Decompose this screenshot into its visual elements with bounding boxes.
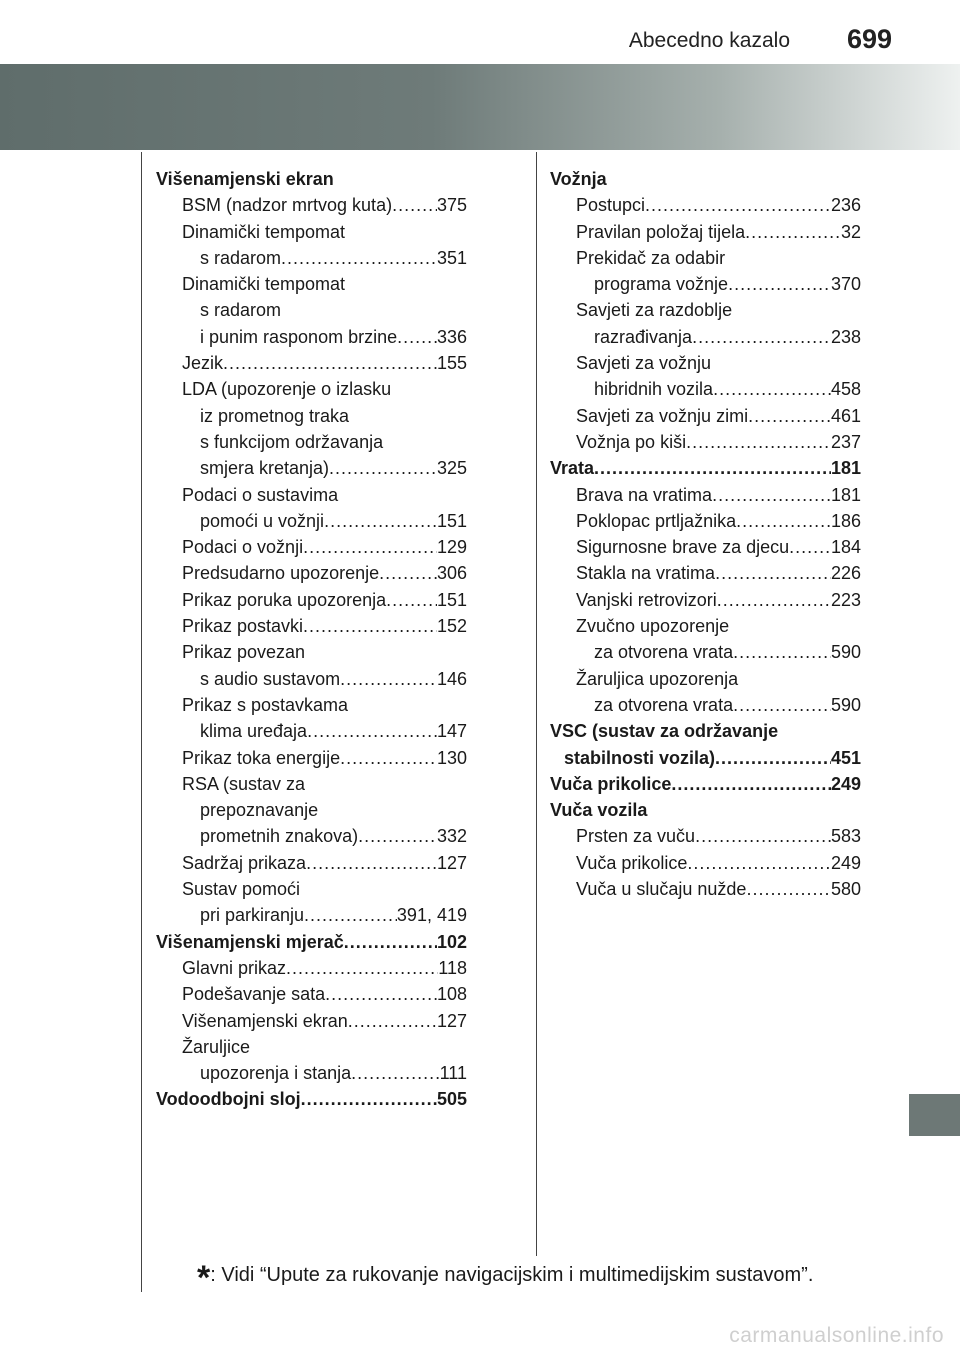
header-band <box>0 64 960 150</box>
index-entry-term: smjera kretanja) <box>200 458 330 479</box>
left-margin-rule <box>141 152 142 1292</box>
index-entry <box>550 324 861 350</box>
index-entry-term: LDA (upozorenje o izlasku <box>182 379 392 400</box>
index-entry <box>156 482 467 508</box>
dot-leader <box>358 823 437 849</box>
index-entry-term: Sustav pomoći <box>182 879 301 900</box>
index-entry-term: Prikaz poruka upozorenja <box>182 589 387 610</box>
index-entry-term: s radarom <box>200 300 282 321</box>
index-entry <box>156 297 467 323</box>
index-entry <box>156 797 467 823</box>
index-entry-term: upozorenja i stanja <box>200 1063 352 1084</box>
index-entry <box>550 455 861 481</box>
dot-leader <box>789 534 831 560</box>
index-entry <box>550 508 861 534</box>
index-entry-term: pomoći u vožnji <box>200 510 325 531</box>
index-entry <box>550 297 861 323</box>
index-entry <box>156 1008 467 1034</box>
index-entry-term: Prikaz povezan <box>182 642 306 663</box>
index-entry-term: Podaci o vožnji <box>182 537 304 558</box>
index-entry-page: 583 <box>830 826 861 847</box>
index-entry-page: 336 <box>436 326 467 347</box>
index-entry-page: 237 <box>830 431 861 452</box>
index-entry <box>156 745 467 771</box>
index-entry-term: Brava na vratima <box>576 484 713 505</box>
index-entry-term: iz prometnog traka <box>200 405 350 426</box>
dot-leader <box>307 718 437 744</box>
index-entry-term: Vanjski retrovizori <box>576 589 717 610</box>
index-entry-page: 391, 419 <box>396 905 467 926</box>
index-entry-page: 332 <box>436 826 467 847</box>
index-entry-page: 451 <box>830 747 861 768</box>
index-entry-term: Savjeti za vožnju <box>576 353 712 374</box>
index-entry <box>156 1034 467 1060</box>
dot-leader <box>386 587 437 613</box>
section-title: Abecedno kazalo <box>628 29 790 52</box>
index-entry-term: Sigurnosne brave za djecu <box>576 537 790 558</box>
dot-leader <box>340 666 437 692</box>
dot-leader <box>594 455 831 481</box>
index-entry-term: i punim rasponom brzine <box>200 326 398 347</box>
index-entry-term: Prikaz s postavkama <box>182 694 349 715</box>
dot-leader <box>746 876 831 902</box>
dot-leader <box>325 981 437 1007</box>
index-entry-term: Glavni prikaz <box>182 957 287 978</box>
index-entry <box>550 403 861 429</box>
index-entry-term: Dinamički tempomat <box>182 221 346 242</box>
index-entry-term: Višenamjenski ekran <box>182 1010 348 1031</box>
index-entry <box>156 1060 467 1086</box>
index-entry <box>156 560 467 586</box>
dot-leader <box>351 1060 440 1086</box>
index-entry-term: programa vožnje <box>594 274 729 295</box>
index-entry-term: Prekidač za odabir <box>576 247 726 268</box>
index-entry-term: prepoznavanje <box>200 800 319 821</box>
index-entry-page: 461 <box>830 405 861 426</box>
index-entry-term: Prikaz toka energije <box>182 747 341 768</box>
footnote <box>197 1259 813 1298</box>
index-entry-term: Zvučno upozorenje <box>576 616 730 637</box>
index-entry-term: Vuča vozila <box>550 800 648 821</box>
dot-leader <box>303 534 437 560</box>
index-entry <box>156 639 467 665</box>
index-entry-page: 226 <box>830 563 861 584</box>
index-entry <box>156 429 467 455</box>
dot-leader <box>645 192 831 218</box>
index-entry-term: Poklopac prtljažnika <box>576 510 737 531</box>
index-entry-page: 102 <box>436 931 467 952</box>
index-entry-term: stabilnosti vozila) <box>564 747 716 768</box>
dot-leader <box>344 929 437 955</box>
index-entry-page: 306 <box>436 563 467 584</box>
index-entry-term: Vuča prikolice <box>576 852 688 873</box>
index-entry <box>550 876 861 902</box>
dot-leader <box>686 429 831 455</box>
index-entry <box>550 219 861 245</box>
index-entry <box>156 219 467 245</box>
index-entry-page: 152 <box>436 616 467 637</box>
index-entry-term: Prsten za vuču <box>576 826 696 847</box>
index-entry-term: Vodoodbojni sloj <box>156 1089 301 1110</box>
dot-leader <box>397 324 437 350</box>
index-entry-term: VSC (sustav za održavanje <box>550 721 779 742</box>
index-entry <box>156 823 467 849</box>
footnote-text: : Vidi “Upute za rukovanje navigacijskim i multimedijskim sustavom”. <box>210 1264 814 1286</box>
index-entry-term: Vuča u slučaju nužde <box>576 879 747 900</box>
index-entry <box>550 560 861 586</box>
index-entry-term: klima uređaja <box>200 721 308 742</box>
index-entry <box>156 192 467 218</box>
index-entry-term: Sadržaj prikaza <box>182 852 307 873</box>
index-entry-term: RSA (sustav za <box>182 773 306 794</box>
index-entry-page: 249 <box>830 773 861 794</box>
index-entry-term: Višenamjenski ekran <box>156 169 334 189</box>
index-entry-term: Savjeti za vožnju zimi <box>576 405 749 426</box>
dot-leader <box>303 613 437 639</box>
index-entry-term: Prikaz postavki <box>182 616 304 637</box>
index-entry-term: za otvorena vrata <box>594 694 734 715</box>
index-entry-page: 151 <box>436 589 467 610</box>
index-entry-term: Postupci <box>576 195 646 216</box>
dot-leader <box>301 1086 437 1112</box>
index-entry-page: 127 <box>436 1010 467 1031</box>
index-entry <box>550 692 861 718</box>
index-entry <box>156 929 467 955</box>
chapter-tab <box>909 1094 960 1136</box>
column-divider <box>536 152 537 1256</box>
dot-leader <box>733 692 831 718</box>
index-entry <box>550 350 861 376</box>
index-entry <box>550 771 861 797</box>
index-entry <box>156 876 467 902</box>
dot-leader <box>745 219 841 245</box>
dot-leader <box>286 955 438 981</box>
index-entry-page: 32 <box>840 221 861 242</box>
index-entry <box>156 771 467 797</box>
dot-leader <box>748 403 831 429</box>
index-entry <box>550 823 861 849</box>
dot-leader <box>223 350 437 376</box>
index-entry <box>156 455 467 481</box>
index-entry <box>156 692 467 718</box>
index-entry-term: Žaruljica upozorenja <box>576 668 739 689</box>
dot-leader <box>281 245 437 271</box>
index-entry <box>156 508 467 534</box>
index-entry <box>550 376 861 402</box>
index-entry <box>550 718 861 744</box>
dot-leader <box>379 560 437 586</box>
index-entry-term: prometnih znakova) <box>200 826 359 847</box>
index-entry-page: 375 <box>436 195 467 216</box>
index-entry <box>156 271 467 297</box>
page-number: 699 <box>846 24 892 54</box>
index-entry <box>156 166 467 192</box>
dot-leader <box>692 324 831 350</box>
index-entry-term: hibridnih vozila <box>594 379 714 400</box>
index-entry <box>550 639 861 665</box>
index-entry-term: s audio sustavom <box>200 668 341 689</box>
index-entry <box>550 271 861 297</box>
index-entry-page: 249 <box>830 852 861 873</box>
index-entry-page: 186 <box>830 510 861 531</box>
index-entry-page: 580 <box>830 879 861 900</box>
index-entry-term: Vožnja <box>550 169 607 189</box>
index-entry-page: 223 <box>830 589 861 610</box>
index-entry <box>550 166 861 192</box>
index-entry-page: 590 <box>830 642 861 663</box>
index-entry-page: 236 <box>830 195 861 216</box>
index-entry <box>550 482 861 508</box>
index-entry-page: 590 <box>830 694 861 715</box>
dot-leader <box>715 745 831 771</box>
dot-leader <box>324 508 437 534</box>
index-entry-term: pri parkiranju <box>200 905 305 926</box>
index-entry-page: 181 <box>830 458 861 479</box>
index-entry-term: Savjeti za razdoblje <box>576 300 733 321</box>
index-entry <box>156 350 467 376</box>
index-entry-page: 505 <box>436 1089 467 1110</box>
index-entry-page: 146 <box>436 668 467 689</box>
index-entry <box>156 376 467 402</box>
dot-leader <box>306 850 437 876</box>
watermark: carmanualsonline.info <box>729 1324 944 1347</box>
index-entry-page: 351 <box>436 247 467 268</box>
index-entry-page: 147 <box>436 721 467 742</box>
dot-leader <box>695 823 831 849</box>
index-column-left <box>156 166 467 1113</box>
index-entry <box>156 850 467 876</box>
index-entry-term: BSM (nadzor mrtvog kuta) <box>182 195 393 216</box>
index-entry-term: Podešavanje sata <box>182 984 326 1005</box>
index-entry <box>156 534 467 560</box>
dot-leader <box>348 1008 437 1034</box>
dot-leader <box>733 639 831 665</box>
index-entry <box>550 245 861 271</box>
index-entry-page: 184 <box>830 537 861 558</box>
index-entry-page: 325 <box>436 458 467 479</box>
index-entry <box>156 1086 467 1112</box>
index-entry-term: Dinamički tempomat <box>182 274 346 295</box>
index-entry-term: Žaruljice <box>182 1036 251 1057</box>
index-entry <box>550 587 861 613</box>
index-entry-term: Podaci o sustavima <box>182 484 339 505</box>
index-entry-term: Vrata <box>550 458 595 479</box>
index-entry <box>156 666 467 692</box>
dot-leader <box>717 587 831 613</box>
index-entry-term: za otvorena vrata <box>594 642 734 663</box>
index-entry-page: 151 <box>436 510 467 531</box>
index-entry <box>156 245 467 271</box>
index-entry-term: Stakla na vratima <box>576 563 716 584</box>
top-strip <box>0 0 960 64</box>
dot-leader <box>329 455 437 481</box>
index-entry-page: 108 <box>436 984 467 1005</box>
index-entry <box>550 534 861 560</box>
index-entry-page: 130 <box>436 747 467 768</box>
index-entry-term: Vožnja po kiši <box>576 431 687 452</box>
index-entry-page: 458 <box>830 379 861 400</box>
index-column-right <box>550 166 861 902</box>
index-entry <box>156 902 467 928</box>
dot-leader <box>340 745 437 771</box>
dot-leader <box>304 902 397 928</box>
footnote-asterisk: * <box>197 1259 211 1297</box>
index-entry <box>550 192 861 218</box>
index-entry <box>156 613 467 639</box>
index-entry <box>550 797 861 823</box>
index-entry <box>156 981 467 1007</box>
dot-leader <box>392 192 437 218</box>
index-entry-term: s radarom <box>200 247 282 268</box>
index-entry-term: Pravilan položaj tijela <box>576 221 746 242</box>
index-entry-term: Vuča prikolice <box>550 773 672 794</box>
index-entry-page: 155 <box>436 353 467 374</box>
index-entry <box>156 403 467 429</box>
index-entry-page: 111 <box>439 1063 467 1084</box>
index-entry <box>550 850 861 876</box>
index-entry-page: 181 <box>830 484 861 505</box>
dot-leader <box>687 850 831 876</box>
dot-leader <box>712 482 831 508</box>
dot-leader <box>715 560 831 586</box>
index-entry-term: s funkcijom održavanja <box>200 431 384 452</box>
index-entry <box>156 955 467 981</box>
index-entry-page: 238 <box>830 326 861 347</box>
index-entry-page: 127 <box>436 852 467 873</box>
index-entry <box>156 587 467 613</box>
index-entry <box>550 429 861 455</box>
index-entry <box>550 613 861 639</box>
index-entry <box>550 666 861 692</box>
index-entry <box>156 718 467 744</box>
index-entry-term: Jezik <box>182 353 224 374</box>
index-entry-term: Višenamjenski mjerač <box>156 931 344 952</box>
dot-leader <box>671 771 831 797</box>
index-entry-term: Predsudarno upozorenje <box>182 563 380 584</box>
index-entry <box>550 745 861 771</box>
index-entry-page: 129 <box>436 537 467 558</box>
dot-leader <box>728 271 831 297</box>
dot-leader <box>713 376 831 402</box>
index-entry-page: 118 <box>438 957 467 978</box>
index-entry-page: 370 <box>830 274 861 295</box>
index-entry <box>156 324 467 350</box>
index-entry-term: razrađivanja <box>594 326 693 347</box>
dot-leader <box>736 508 831 534</box>
